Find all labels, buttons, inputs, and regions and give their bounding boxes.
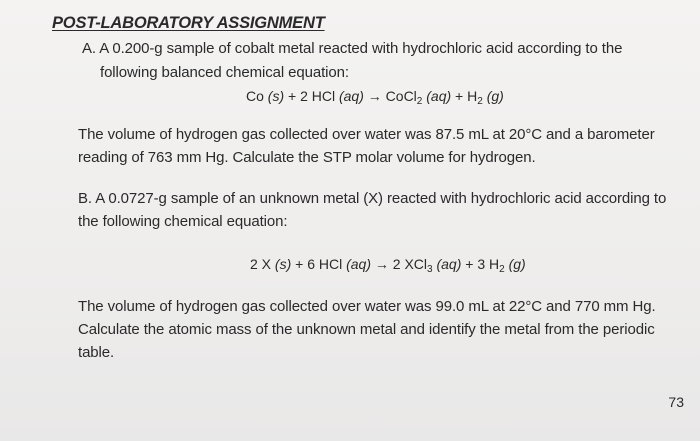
eq-a-plus-2: + H: [455, 88, 478, 104]
eq-a-product-1-main: CoCl: [385, 88, 417, 104]
part-a-equation: [246, 88, 504, 107]
part-a-intro-line-2: following balanced chemical equation:: [100, 64, 349, 81]
eq-b-product-2-state: (g): [508, 256, 526, 272]
eq-b-reactant-1-state: (s): [274, 256, 292, 272]
part-a-problem-line-1: The volume of hydrogen gas collected over water was 87.5 mL at 20°C and a barometer: [78, 126, 655, 143]
part-b-equation: [250, 256, 526, 275]
eq-b-reactant-1: 2 X: [250, 256, 272, 272]
eq-a-arrow: →: [367, 88, 382, 104]
eq-b-reactant-2-state: (aq): [346, 256, 371, 272]
eq-a-reactant-1: Co: [246, 88, 264, 104]
eq-b-arrow: →: [374, 256, 389, 272]
part-b-problem-line-3: table.: [78, 344, 115, 361]
eq-b-product-2: [465, 256, 505, 275]
eq-a-reactant-1-state: (s): [267, 88, 285, 104]
eq-a-product-2-state: (g): [486, 88, 504, 104]
eq-b-plus-1: + 6 HCl: [295, 256, 343, 272]
eq-b-product-2-subscript: 2: [499, 264, 505, 275]
eq-a-product-1: [385, 88, 423, 107]
page-number: 73: [668, 394, 684, 410]
eq-b-plus-2: + 3 H: [465, 256, 500, 272]
eq-b-product-1-main: 2 XCl: [392, 256, 428, 272]
eq-a-product-1-state: (aq): [426, 88, 452, 104]
part-b-problem-line-1: The volume of hydrogen gas collected over water was 99.0 mL at 22°C and 770 mm Hg.: [78, 298, 656, 315]
eq-a-product-2: [455, 88, 483, 107]
part-b-intro-line-1: B. A 0.0727-g sample of an unknown metal (X) reacted with hydrochloric acid according to: [78, 190, 667, 207]
eq-a-product-1-subscript: 2: [416, 96, 423, 107]
eq-a-product-2-subscript: 2: [477, 96, 483, 107]
eq-a-reactant-2-state: (aq): [338, 88, 364, 104]
page-title: POST-LABORATORY ASSIGNMENT: [52, 14, 325, 32]
eq-a-plus-1: + 2 HCl: [288, 88, 336, 104]
eq-b-product-1: [392, 256, 433, 275]
part-a-problem-line-2: reading of 763 mm Hg. Calculate the STP molar volume for hydrogen.: [78, 149, 536, 166]
part-b-problem-line-2: Calculate the atomic mass of the unknown metal and identify the metal from the periodic: [78, 321, 655, 338]
eq-b-product-1-subscript: 3: [427, 264, 433, 275]
part-a-intro-line-1: A. A 0.200-g sample of cobalt metal reacted with hydrochloric acid according to the: [82, 40, 623, 57]
part-b-intro-line-2: the following chemical equation:: [78, 213, 288, 230]
eq-b-product-1-state: (aq): [436, 256, 462, 272]
